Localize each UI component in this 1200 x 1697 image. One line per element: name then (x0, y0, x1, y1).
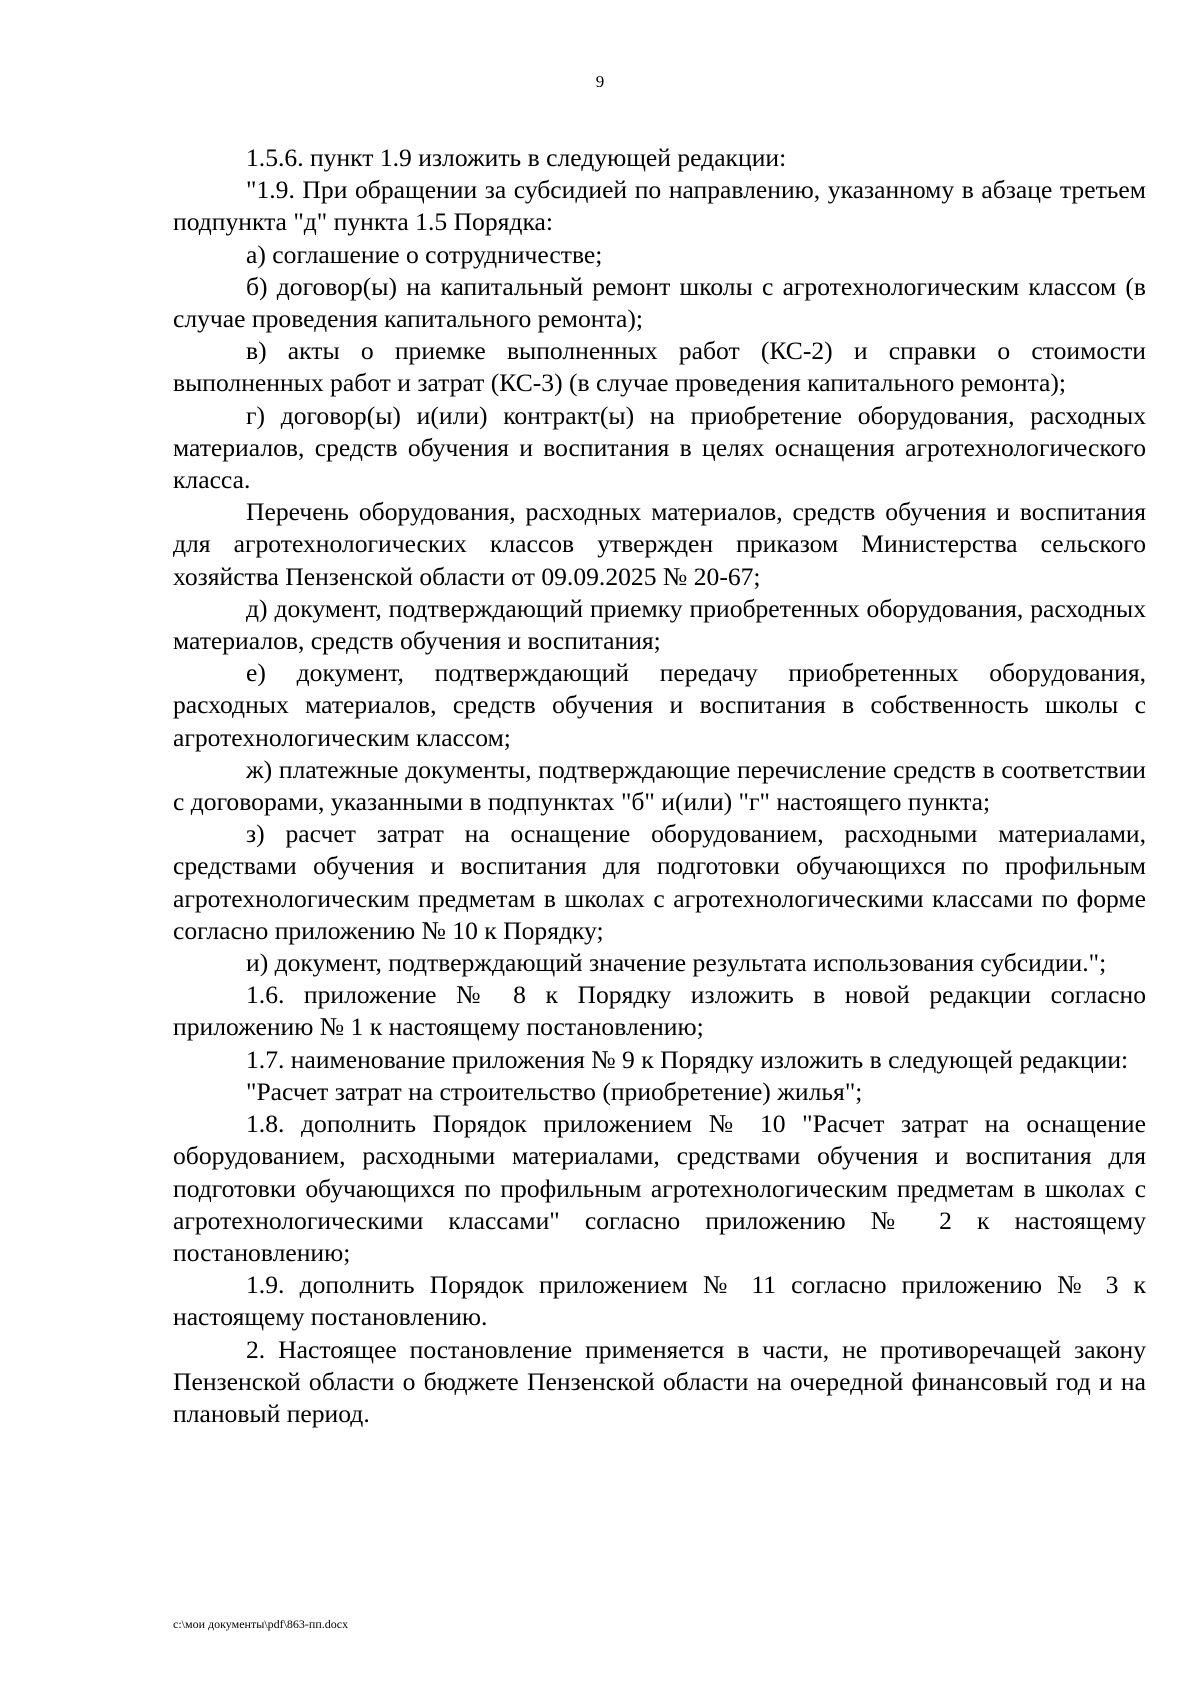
paragraph-1-5-6: 1.5.6. пункт 1.9 изложить в следующей редакции: (246, 143, 787, 172)
paragraph-equipment-list: Перечень оборудования, расходных материалов, средств обучения и воспитания для агротехнологических классов утвержден приказом Министерства сельского хозяйства Пензенской области от 09.09.2025 № 20-67; (173, 497, 1146, 591)
paragraph-appendix-9-title: "Расчет затрат на строительство (приобретение) жилья"; (246, 1076, 863, 1106)
paragraph-1-9-intro: "1.9. При обращении за субсидией по направлению, указанному в абзаце третьем подпункта "д" пункта 1.5 Порядка: (173, 175, 1146, 237)
paragraph-1-6: 1.6. приложение № 8 к Порядку изложить в новой редакции согласно приложению № 1 к настоящему постановлению; (173, 980, 1146, 1042)
paragraph-1-8: 1.8. дополнить Порядок приложением № 10 "Расчет затрат на оснащение оборудованием, расходными материалами, средствами обучения и воспитания для подготовки обучающихся по профильным агротехнологическим предметам в школах с агротехнологическими классами" согласно приложению № 2 к настоящему постановлению; (173, 1109, 1146, 1267)
list-item-i: и) документ, подтверждающий значение результата использования субсидии."; (246, 948, 1107, 978)
footer-file-path: c:\мои документы\pdf\863-пп.docx (173, 1617, 349, 1631)
paragraph-1-9: 1.9. дополнить Порядок приложением № 11 согласно приложению № 3 к настоящему постановлению. (173, 1270, 1146, 1332)
list-item-a: а) соглашение о сотрудничестве; (246, 239, 603, 269)
list-item-v: в) акты о приемке выполненных работ (КС-2) и справки о стоимости выполненных работ и затрат (КС-3) (в случае проведения капитального ремонта); (173, 336, 1146, 398)
paragraph-2: 2. Настоящее постановление применяется в части, не противоречащей закону Пензенской области о бюджете Пензенской области на очередной финансовый год и на плановый период. (173, 1334, 1146, 1428)
paragraph-1-7: 1.7. наименование приложения № 9 к Порядку изложить в следующей редакции: (246, 1044, 1129, 1074)
list-item-z: з) расчет затрат на оснащение оборудованием, расходными материалами, средствами обучения и воспитания для подготовки обучающихся по профильным агротехнологическим предметам в школах с агротехнологическими классами по форме согласно приложению № 10 к Порядку; (173, 819, 1146, 945)
list-item-zh: ж) платежные документы, подтверждающие перечисление средств в соответствии с договорами, указанными в подпунктах "б" и(или) "г" настоящего пункта; (173, 754, 1146, 817)
list-item-g: г) договор(ы) и(или) контракт(ы) на приобретение оборудования, расходных материалов, средств обучения и воспитания в целях оснащения агротехнологического класса. (173, 400, 1146, 495)
document-body (173, 142, 1146, 1430)
list-item-d: д) документ, подтверждающий приемку приобретенных оборудования, расходных материалов, средств обучения и воспитания; (173, 593, 1146, 656)
list-item-b: б) договор(ы) на капитальный ремонт школы с агротехнологическим классом (в случае проведения капитального ремонта); (173, 271, 1146, 334)
page-number: 9 (595, 72, 605, 91)
list-item-e: е) документ, подтверждающий передачу приобретенных оборудования, расходных материалов, средств обучения и воспитания в собственность школы с агротехнологическим классом; (173, 658, 1146, 752)
